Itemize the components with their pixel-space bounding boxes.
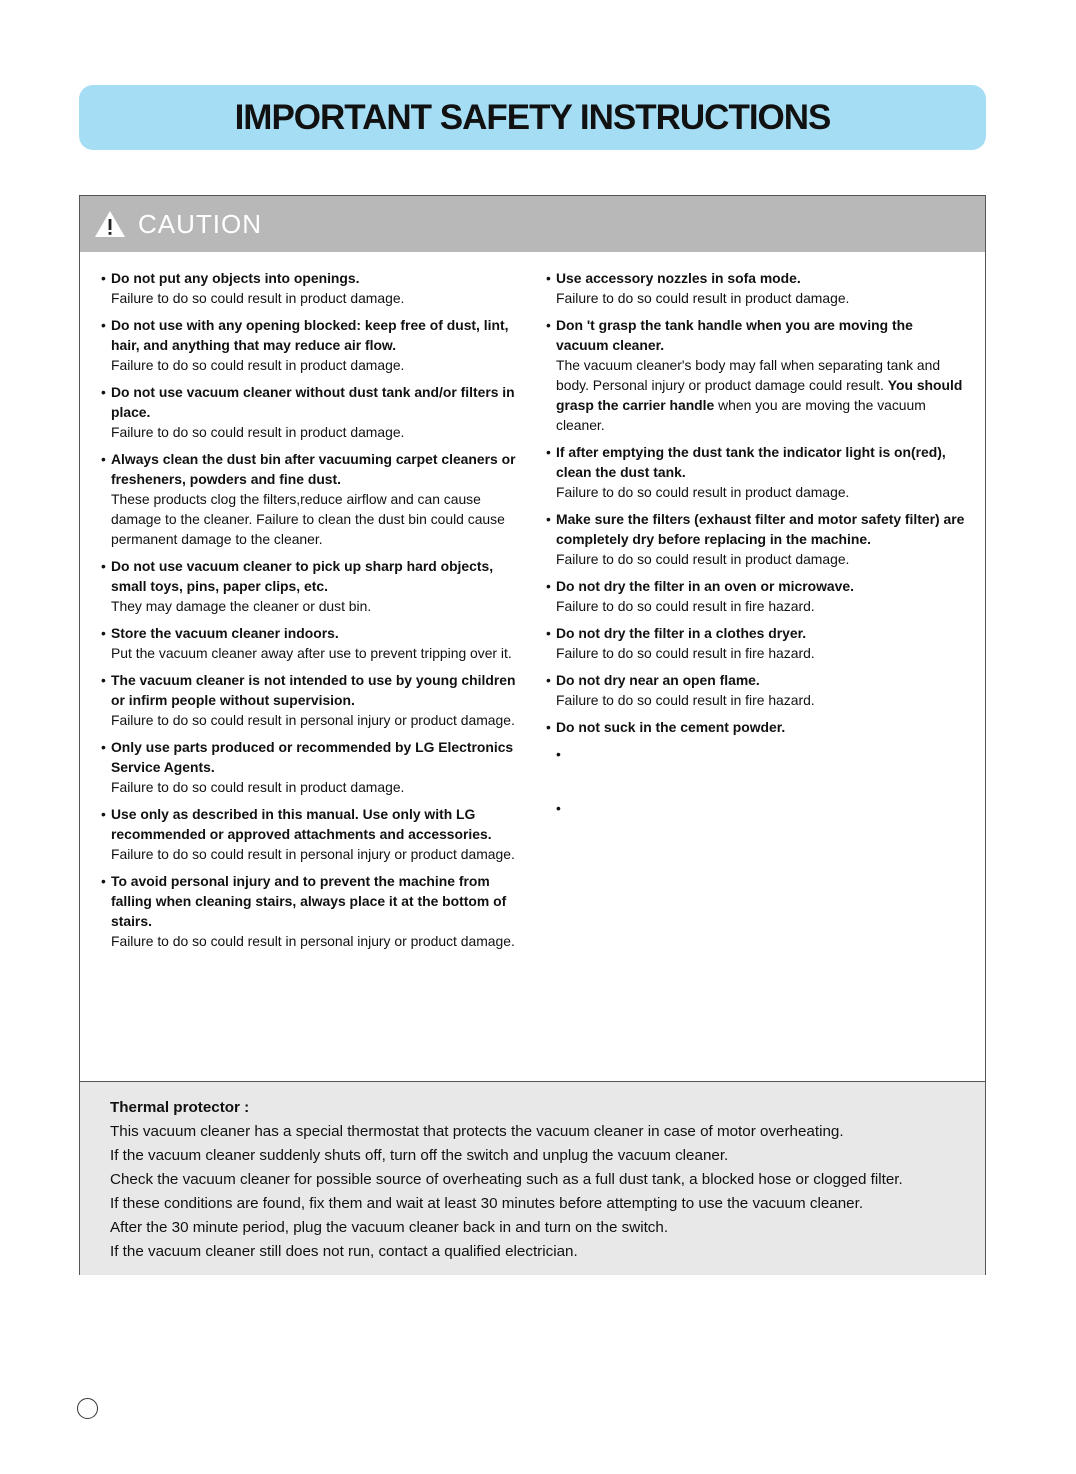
thermal-line: This vacuum cleaner has a special thermostat that protects the vacuum cleaner in case of motor overheating.: [110, 1123, 844, 1140]
thermal-line: If the vacuum cleaner still does not run, contact a qualified electrician.: [110, 1243, 578, 1260]
list-item: • Make sure the filters (exhaust filter and motor safety filter) are completely dry before replacing in the machine. Failure to do so could result in product damage.: [546, 511, 965, 567]
caution-label: CAUTION: [138, 208, 262, 239]
thermal-protector-section: [80, 1081, 985, 1275]
list-item: • Do not dry the filter in an oven or microwave. Failure to do so could result in fire hazard.: [546, 578, 854, 614]
list-item: • Do not use with any opening blocked: keep free of dust, lint, hair, and anything that may reduce air flow. Failure to do so could result in product damage.: [101, 317, 509, 373]
list-item: • Do not dry near an open flame. Failure to do so could result in fire hazard.: [546, 672, 815, 708]
thermal-line: If the vacuum cleaner suddenly shuts off, turn off the switch and unplug the vacuum cleaner.: [110, 1147, 729, 1164]
page-number-circle: [77, 1398, 98, 1419]
list-item: • Only use parts produced or recommended by LG Electronics Service Agents. Failure to do so could result in product damage.: [101, 739, 514, 795]
list-item: • Do not suck in the cement powder.: [546, 719, 786, 735]
list-item: • Do not put any objects into openings. Failure to do so could result in product damage.: [101, 270, 405, 306]
list-item: • Use accessory nozzles in sofa mode. Failure to do so could result in product damage.: [546, 270, 850, 306]
left-column: [101, 268, 521, 958]
list-item: • Do not use vacuum cleaner to pick up sharp hard objects, small toys, pins, paper clips, etc. They may damage the cleaner or dust bin.: [101, 558, 494, 614]
list-item: • Always clean the dust bin after vacuuming carpet cleaners or fresheners, powders and fine dust. These products clog the filters,reduce airflow and can cause damage to the cleaner. Failure to clean the dust bin could cause permanent damage to the cleaner.: [101, 451, 516, 547]
title-banner: [79, 85, 986, 150]
thermal-line: Check the vacuum cleaner for possible source of overheating such as a full dust tank, a blocked hose or clogged filter.: [110, 1171, 903, 1188]
list-item: • If after emptying the dust tank the indicator light is on(red), clean the dust tank. Failure to do so could result in product damage.: [546, 444, 946, 500]
empty-bullet: •: [556, 800, 561, 816]
warning-triangle-icon: [94, 210, 126, 238]
caution-box: [79, 195, 986, 1275]
list-item: • To avoid personal injury and to prevent the machine from falling when cleaning stairs, always place it at the bottom of stairs. Failure to do so could result in personal injury or product damage.: [101, 873, 515, 949]
page-title: IMPORTANT SAFETY INSTRUCTIONS: [234, 97, 831, 137]
list-item: • Don 't grasp the tank handle when you are moving the vacuum cleaner. The vacuum cleaner's body may fall when separating tank and body. Personal injury or product damage could result. You should grasp the carrier handle when you are moving the vacuum cleaner.: [546, 317, 963, 433]
empty-bullet: •: [556, 746, 561, 762]
caution-header: [80, 196, 985, 252]
list-item: • Do not use vacuum cleaner without dust tank and/or filters in place. Failure to do so could result in product damage.: [101, 384, 515, 440]
list-item: • Store the vacuum cleaner indoors. Put the vacuum cleaner away after use to prevent tripping over it.: [101, 625, 512, 661]
thermal-line: After the 30 minute period, plug the vacuum cleaner back in and turn on the switch.: [110, 1219, 669, 1236]
thermal-title: Thermal protector :: [110, 1099, 250, 1116]
thermal-line: If these conditions are found, fix them and wait at least 30 minutes before attempting to use the vacuum cleaner.: [110, 1195, 864, 1212]
right-column: [546, 268, 966, 818]
list-item: • The vacuum cleaner is not intended to use by young children or infirm people without supervision. Failure to do so could result in personal injury or product damage.: [101, 672, 516, 728]
list-item: • Use only as described in this manual. Use only with LG recommended or approved attachments and accessories. Failure to do so could result in personal injury or product damage.: [101, 806, 515, 862]
list-item: • Do not dry the filter in a clothes dryer. Failure to do so could result in fire hazard.: [546, 625, 815, 661]
